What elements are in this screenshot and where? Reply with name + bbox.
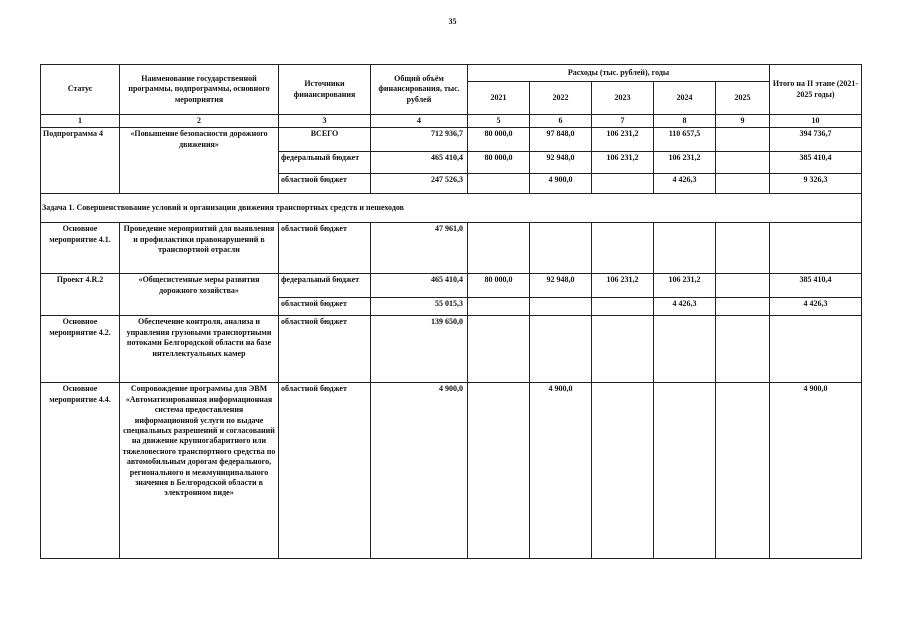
row-value-2022 xyxy=(530,223,592,274)
table-row xyxy=(41,383,862,559)
row-value-2022: 92 948,0 xyxy=(530,274,592,298)
row-value-2025 xyxy=(716,128,770,152)
header-sources: Источники финансирования xyxy=(279,65,371,115)
header-year: 2024 xyxy=(654,82,716,115)
row-value-2023: 106 231,2 xyxy=(592,274,654,298)
row-value-2021: 80 000,0 xyxy=(468,274,530,298)
col-number: 5 xyxy=(468,115,530,128)
row-value-2025 xyxy=(716,174,770,194)
row-value-2024 xyxy=(654,316,716,383)
row-source: областной бюджет xyxy=(279,383,371,559)
header-name: Наименование государственной программы, подпрограммы, основного мероприятия xyxy=(120,65,279,115)
row-itogo: 9 326,3 xyxy=(770,174,862,194)
financing-table xyxy=(40,64,862,559)
row-value-2021: 80 000,0 xyxy=(468,128,530,152)
row-name: Сопровождение программы для ЭВМ «Автоматизированная информационная система предоставления информационной услуги по выдаче специальных разрешений и согласований на движение крупногабаритного или тяжеловесного транспортного средства по автомобильным дорогам федерального, регионального и межмуниципального значения в Белгородской области в электронном виде» xyxy=(120,383,279,559)
row-source: ВСЕГО xyxy=(279,128,371,152)
header-year: 2023 xyxy=(592,82,654,115)
row-status: Проект 4.R.2 xyxy=(41,274,120,316)
row-status: Подпрограмма 4 xyxy=(41,128,120,194)
header-total: Общий объём финансирования, тыс. рублей xyxy=(371,65,468,115)
col-number: 9 xyxy=(716,115,770,128)
row-itogo xyxy=(770,316,862,383)
row-value-2025 xyxy=(716,383,770,559)
table-row xyxy=(41,274,862,298)
row-itogo: 385 410,4 xyxy=(770,152,862,174)
page-number: 35 xyxy=(448,17,457,26)
row-value-2022: 97 848,0 xyxy=(530,128,592,152)
row-value-2024: 4 426,3 xyxy=(654,174,716,194)
row-total: 712 936,7 xyxy=(371,128,468,152)
row-itogo: 4 900,0 xyxy=(770,383,862,559)
row-value-2023: 106 231,2 xyxy=(592,152,654,174)
row-value-2021 xyxy=(468,298,530,316)
row-source: областной бюджет xyxy=(279,174,371,194)
row-value-2024: 4 426,3 xyxy=(654,298,716,316)
row-name: «Общесистемные меры развития дорожного хозяйства» xyxy=(120,274,279,316)
row-total: 4 900,0 xyxy=(371,383,468,559)
row-value-2021: 80 000,0 xyxy=(468,152,530,174)
row-value-2022 xyxy=(530,316,592,383)
table-row xyxy=(41,128,862,152)
task-title: Задача 1. Совершенствование условий и организации движения транспортных средств и пешеходов xyxy=(41,194,862,223)
row-value-2024: 110 657,5 xyxy=(654,128,716,152)
row-value-2025 xyxy=(716,223,770,274)
row-value-2024 xyxy=(654,383,716,559)
row-value-2022: 4 900,0 xyxy=(530,383,592,559)
header-status: Статус xyxy=(41,65,120,115)
col-number: 1 xyxy=(41,115,120,128)
row-source: федеральный бюджет xyxy=(279,274,371,298)
header-year: 2025 xyxy=(716,82,770,115)
row-value-2025 xyxy=(716,274,770,298)
row-total: 465 410,4 xyxy=(371,152,468,174)
row-value-2023 xyxy=(592,383,654,559)
row-value-2025 xyxy=(716,316,770,383)
row-total: 247 526,3 xyxy=(371,174,468,194)
row-total: 47 961,0 xyxy=(371,223,468,274)
row-status: Основное мероприятие 4.1. xyxy=(41,223,120,274)
row-source: областной бюджет xyxy=(279,316,371,383)
col-number: 8 xyxy=(654,115,716,128)
col-number: 3 xyxy=(279,115,371,128)
row-itogo: 385 410,4 xyxy=(770,274,862,298)
row-value-2024: 106 231,2 xyxy=(654,152,716,174)
col-number: 4 xyxy=(371,115,468,128)
row-name: Обеспечение контроля, анализа и управления грузовыми транспортными потоками Белгородской области на базе интеллектуальных камер xyxy=(120,316,279,383)
row-value-2023 xyxy=(592,174,654,194)
row-value-2021 xyxy=(468,223,530,274)
col-number: 2 xyxy=(120,115,279,128)
row-status: Основное мероприятие 4.2. xyxy=(41,316,120,383)
column-numbers-row xyxy=(41,115,862,128)
row-name: «Повышение безопасности дорожного движения» xyxy=(120,128,279,194)
col-number: 7 xyxy=(592,115,654,128)
row-source: областной бюджет xyxy=(279,223,371,274)
col-number: 10 xyxy=(770,115,862,128)
row-value-2024: 106 231,2 xyxy=(654,274,716,298)
header-year: 2021 xyxy=(468,82,530,115)
header-stage-total: Итого на II этапе (2021-2025 годы) xyxy=(770,65,862,115)
row-value-2025 xyxy=(716,298,770,316)
row-value-2023 xyxy=(592,298,654,316)
row-value-2023 xyxy=(592,316,654,383)
row-value-2022: 92 948,0 xyxy=(530,152,592,174)
row-source: областной бюджет xyxy=(279,298,371,316)
row-total: 465 410,4 xyxy=(371,274,468,298)
row-value-2022: 4 900,0 xyxy=(530,174,592,194)
col-number: 6 xyxy=(530,115,592,128)
row-value-2025 xyxy=(716,152,770,174)
row-total: 139 650,0 xyxy=(371,316,468,383)
row-value-2022 xyxy=(530,298,592,316)
row-value-2024 xyxy=(654,223,716,274)
table-row xyxy=(41,223,862,274)
row-name: Проведение мероприятий для выявления и профилактики правонарушений в транспортной отрасли xyxy=(120,223,279,274)
table-row xyxy=(41,316,862,383)
row-source: федеральный бюджет xyxy=(279,152,371,174)
row-total: 55 015,3 xyxy=(371,298,468,316)
row-value-2021 xyxy=(468,383,530,559)
row-itogo: 4 426,3 xyxy=(770,298,862,316)
row-value-2023: 106 231,2 xyxy=(592,128,654,152)
row-value-2021 xyxy=(468,316,530,383)
header-expenses: Расходы (тыс. рублей), годы xyxy=(468,65,770,82)
row-itogo xyxy=(770,223,862,274)
header-year: 2022 xyxy=(530,82,592,115)
row-value-2023 xyxy=(592,223,654,274)
task-row xyxy=(41,194,862,223)
row-value-2021 xyxy=(468,174,530,194)
row-status: Основное мероприятие 4.4. xyxy=(41,383,120,559)
row-itogo: 394 736,7 xyxy=(770,128,862,152)
